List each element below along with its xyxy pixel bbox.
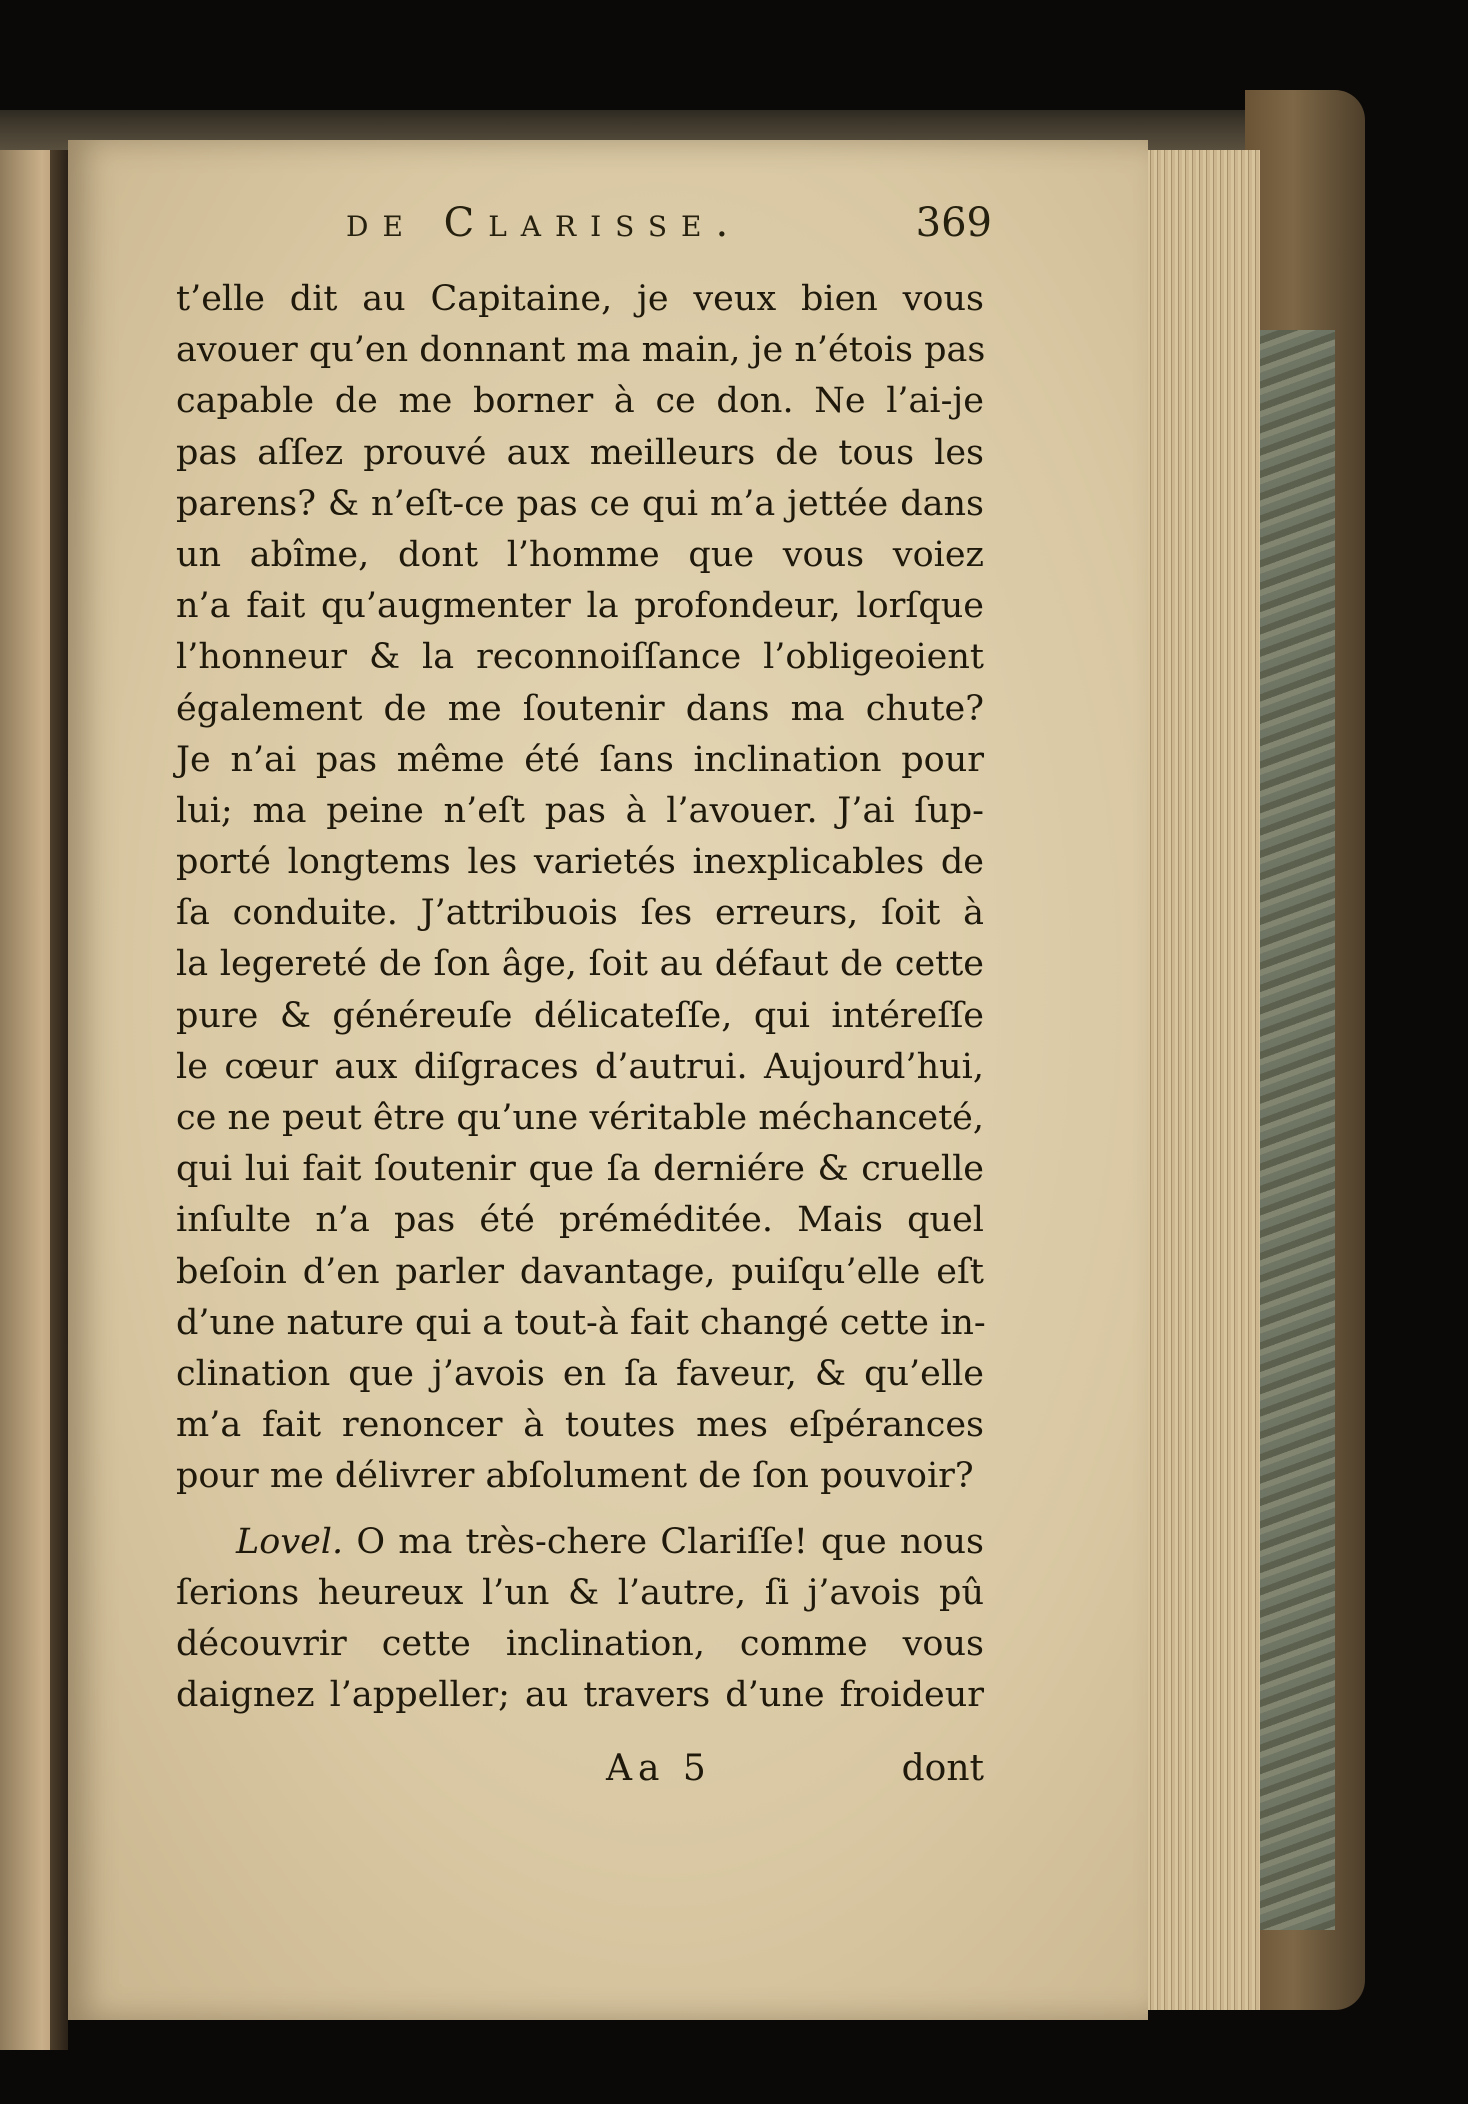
text-line: découvrir cette inclination, comme vous: [176, 1623, 984, 1664]
text-line: pour me délivrer abſolument de ſon pouvoir?: [176, 1456, 974, 1497]
paragraph-1: [176, 274, 984, 1503]
text-line: pure & généreuſe délicateſſe, qui intéreſſe: [176, 995, 984, 1036]
gutter: [50, 150, 68, 2050]
paragraph-2: [176, 1517, 984, 1722]
text-line: ſerions heureux l’un & l’autre, ſi j’avois pû: [176, 1572, 984, 1613]
text-line: capable de me borner à ce don. Ne l’ai-je: [176, 381, 984, 422]
paragraph-gap: [176, 1503, 984, 1517]
signature-mark: Aa 5: [606, 1748, 712, 1789]
text-line: daignez l’appeller; au travers d’une froideur: [176, 1675, 984, 1716]
text-line: qui lui fait ſoutenir que ſa derniére & cruelle: [176, 1149, 984, 1190]
text-line: ce ne peut être qu’une véritable méchanceté,: [176, 1098, 984, 1138]
body-text: [176, 274, 984, 1721]
text-line: beſoin d’en parler davantage, puiſqu’elle eſt: [176, 1251, 984, 1292]
text-line: parens? & n’eſt-ce pas ce qui m’a jettée dans: [176, 483, 984, 524]
marbled-board: [1255, 330, 1335, 1930]
speaker-name: Lovel.: [236, 1521, 344, 1562]
text-line: également de me ſoutenir dans ma chute?: [176, 688, 984, 729]
text-line: m’a fait renoncer à toutes mes eſpérances: [176, 1405, 984, 1446]
text-line: pas aſſez prouvé aux meilleurs de tous les: [176, 432, 984, 473]
text-line: Je n’ai pas même été ſans inclination pour: [176, 739, 984, 780]
catchword: dont: [901, 1748, 984, 1789]
text-line: t’elle dit au Capitaine, je veux bien vous: [176, 279, 984, 319]
text-line: d’une nature qui a tout-à fait changé cette in-: [176, 1302, 986, 1343]
text-line: inſulte n’a pas été préméditée. Mais quel: [176, 1200, 984, 1241]
page-number: 369: [915, 200, 992, 246]
page-edges: [1140, 150, 1260, 2010]
text-line: [176, 1517, 984, 1568]
text-line: porté longtems les varietés inexplicables de: [176, 842, 984, 883]
text-line: avouer qu’en donnant ma main, je n’étois pas: [176, 330, 986, 371]
text-line: l’honneur & la reconnoiſſance l’obligeoient: [176, 637, 984, 678]
speech-text: O ma très-chere Clariſſe! que nous: [356, 1521, 984, 1562]
text-line: n’a fait qu’augmenter la profondeur, lorſque: [176, 586, 984, 627]
text-line: clination que j’avois en ſa faveur, & qu’elle: [176, 1353, 984, 1394]
text-line: ſa conduite. J’attribuois ſes erreurs, ſoit à: [176, 893, 984, 934]
text-line: lui; ma peine n’eſt pas à l’avouer. J’ai ſup-: [176, 790, 984, 831]
running-head: [272, 196, 992, 256]
text-line: la legereté de ſon âge, ſoit au défaut de cette: [176, 944, 984, 985]
text-line: le cœur aux diſgraces d’autrui. Aujourd’hui,: [176, 1046, 984, 1087]
running-title: de Clarisse.: [346, 200, 743, 246]
text-line: un abîme, dont l’homme que vous voiez: [176, 534, 984, 575]
page-footer: [176, 1748, 984, 1798]
